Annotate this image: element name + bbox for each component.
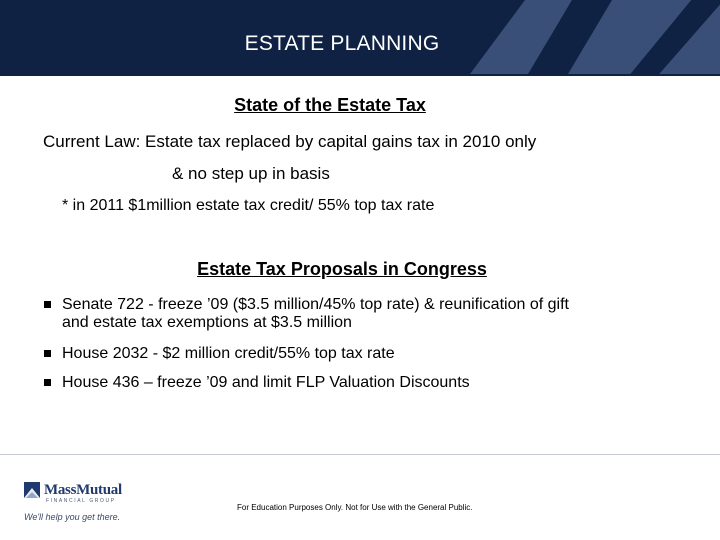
bullet-icon [44, 350, 51, 357]
current-law-line-2: & no step up in basis [172, 164, 330, 183]
proposal-line-1: House 2032 - $2 million credit/55% top tax rate [62, 345, 395, 362]
header-banner [0, 0, 720, 74]
current-law-note: * in 2011 $1million estate tax credit/ 55% top tax rate [62, 197, 435, 214]
page-title: ESTATE PLANNING [244, 32, 440, 55]
section-heading-estate-tax: State of the Estate Tax [234, 95, 426, 115]
header-divider [0, 74, 720, 76]
section-heading-proposals: Estate Tax Proposals in Congress [197, 259, 487, 279]
bullet-icon [44, 301, 51, 308]
current-law-line-1: Current Law: Estate tax replaced by capital gains tax in 2010 only [43, 132, 537, 151]
logo-wordmark: MassMutual [44, 482, 122, 498]
logo-tagline: We'll help you get there. [24, 512, 121, 522]
proposal-item [44, 374, 664, 392]
footer-divider [0, 454, 720, 455]
logo-subtext: FINANCIAL GROUP [46, 498, 116, 504]
proposal-line-2: and estate tax exemptions at $3.5 million [62, 314, 352, 331]
footer-disclaimer: For Education Purposes Only. Not for Use with the General Public. [237, 503, 473, 512]
proposal-item [44, 345, 664, 363]
proposal-line-1: Senate 722 - freeze ’09 ($3.5 million/45% top rate) & reunification of gift [62, 296, 569, 313]
bullet-icon [44, 379, 51, 386]
proposal-item [44, 296, 664, 332]
proposal-line-1: House 436 – freeze ’09 and limit FLP Valuation Discounts [62, 374, 470, 391]
